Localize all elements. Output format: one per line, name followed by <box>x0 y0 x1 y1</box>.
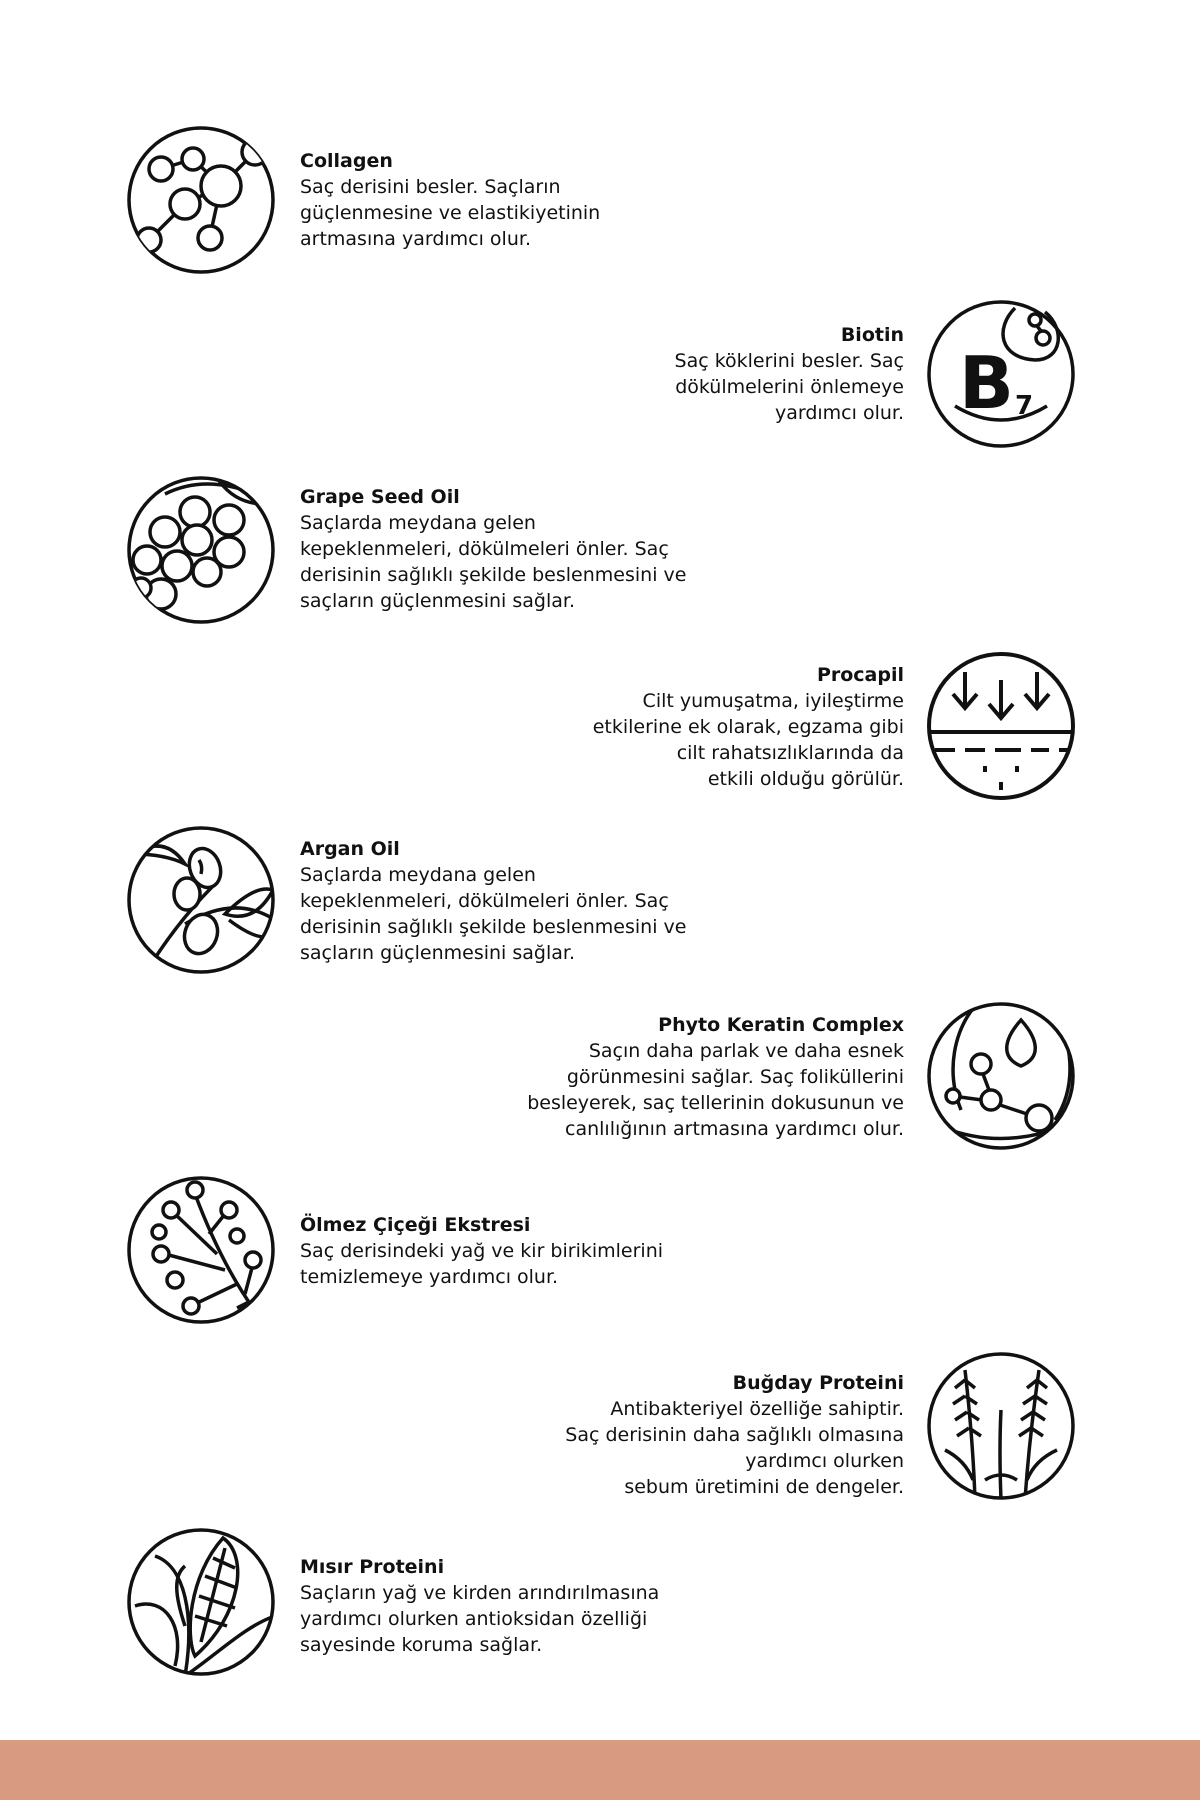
ingredient-description: Saç derisini besler. Saçların güçlenmesine ve elastikiyetinin artmasına yardımcı olur. <box>300 176 601 250</box>
grape-icon <box>125 474 277 626</box>
argan-fruit-icon <box>125 824 277 976</box>
ingredient-grape-seed-oil <box>300 484 720 614</box>
skin-absorption-icon <box>925 650 1077 802</box>
ingredient-description: Saçların yağ ve kirden arındırılmasına yardımcı olurken antioksidan özelliği sayesinde koruma sağlar. <box>300 1582 660 1656</box>
ingredient-bugday-proteini <box>484 1370 904 1500</box>
svg-text:7: 7 <box>1015 391 1034 421</box>
ingredient-title: Procapil <box>816 664 904 686</box>
ingredient-description: Saç köklerini besler. Saç dökülmelerini önlemeye yardımcı olur. <box>674 350 904 424</box>
ingredient-title: Ölmez Çiçeği Ekstresi <box>300 1214 531 1236</box>
ingredient-olmez-cicegi-ekstresi <box>300 1212 720 1290</box>
ingredient-phyto-keratin-complex <box>484 1012 904 1142</box>
ingredient-title: Argan Oil <box>300 838 400 860</box>
ingredient-title: Grape Seed Oil <box>300 486 460 508</box>
ingredient-biotin <box>484 322 904 426</box>
molecule-icon <box>125 124 277 276</box>
ingredient-description: Saçlarda meydana gelen kepeklenmeleri, dökülmeleri önler. Saç derisinin sağlıklı şekilde beslenmesini ve saçların güçlenmesini sağlar. <box>300 512 687 612</box>
ingredient-description: Saçlarda meydana gelen kepeklenmeleri, dökülmeleri önler. Saç derisinin sağlıklı şekilde beslenmesini ve saçların güçlenmesini sağlar. <box>300 864 687 964</box>
ingredient-title: Biotin <box>840 324 904 346</box>
ingredient-title: Buğday Proteini <box>732 1372 904 1394</box>
corn-icon <box>125 1526 277 1678</box>
ingredient-title: Collagen <box>300 150 393 172</box>
ingredient-title: Mısır Proteini <box>300 1556 445 1578</box>
ingredient-description: Saçın daha parlak ve daha esnek görünmesini sağlar. Saç foliküllerini besleyerek, saç tellerinin dokusunun ve canlılığının artmasına yardımcı olur. <box>527 1040 904 1140</box>
ingredient-misir-proteini <box>300 1554 720 1658</box>
flower-branch-icon <box>125 1174 277 1326</box>
ingredient-description: Antibakteriyel özelliğe sahiptir. Saç derisinin daha sağlıklı olmasına yardımcı olurken sebum üretimini de dengeler. <box>565 1398 904 1498</box>
ingredient-description: Saç derisindeki yağ ve kir birikimlerini temizlemeye yardımcı olur. <box>300 1240 664 1288</box>
drop-molecule-icon <box>925 1000 1077 1152</box>
vitamin-b7-icon <box>925 298 1077 450</box>
footer-color-band <box>0 1740 1200 1800</box>
ingredient-description: Cilt yumuşatma, iyileştirme etkilerine ek olarak, egzama gibi cilt rahatsızlıklarında da etkili olduğu görülür. <box>592 690 904 790</box>
ingredient-title: Phyto Keratin Complex <box>658 1014 904 1036</box>
ingredient-argan-oil <box>300 836 720 966</box>
ingredient-procapil <box>484 662 904 792</box>
ingredient-collagen <box>300 148 720 252</box>
svg-text:B: B <box>959 341 1014 425</box>
wheat-icon <box>925 1350 1077 1502</box>
